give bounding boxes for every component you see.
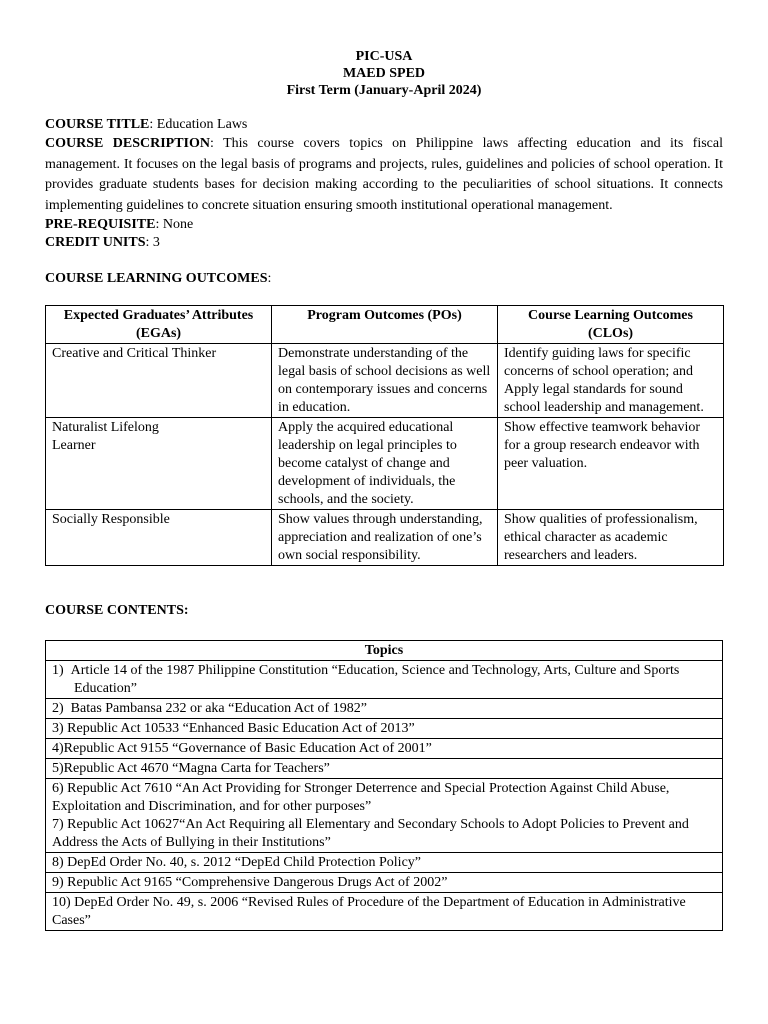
topic-cell: 10) DepEd Order No. 49, s. 2006 “Revised Rules of Procedure of the Department of Education in Administrative Cases” xyxy=(46,893,723,931)
topic-item: 6) Republic Act 7610 “An Act Providing for Stronger Deterrence and Special Protection Against Child Abuse, Exploitation and Discrimination, and for other purposes” xyxy=(52,781,670,814)
topic-item: 7) Republic Act 10627“An Act Requiring all Elementary and Secondary Schools to Adopt Policies to Prevent and Address the Acts of Bullying in their Institutions” xyxy=(52,817,689,850)
topic-cell: 2) Batas Pambansa 232 or aka “Education Act of 1982” xyxy=(46,699,723,719)
table-row xyxy=(46,510,724,566)
topic-cell: 1) Article 14 of the 1987 Philippine Constitution “Education, Science and Technology, Arts, Culture and Sports Education” xyxy=(46,661,723,699)
table-row xyxy=(46,853,723,873)
header-clos: Course Learning Outcomes (CLOs) xyxy=(498,306,724,344)
clo-cell: Identify guiding laws for specific concerns of school operation; and Apply legal standards for sound school leadership and management. xyxy=(498,344,724,418)
topics-header: Topics xyxy=(46,641,723,661)
outcomes-table xyxy=(45,305,724,566)
institution-name: PIC-USA xyxy=(355,49,413,64)
table-row xyxy=(46,759,723,779)
clo-cell: Show qualities of professionalism, ethical character as academic researchers and leaders. xyxy=(498,510,724,566)
topic-cell: 9) Republic Act 9165 “Comprehensive Dangerous Drugs Act of 2002” xyxy=(46,873,723,893)
program-name: MAED SPED xyxy=(342,66,426,81)
outcomes-heading-label: COURSE LEARNING OUTCOMES xyxy=(45,271,268,286)
credit-units-line xyxy=(45,234,723,252)
table-row xyxy=(46,661,723,699)
credit-units-label: CREDIT UNITS xyxy=(45,235,146,250)
ega-cell: Naturalist Lifelong Learner xyxy=(46,418,272,510)
po-cell: Demonstrate understanding of the legal basis of school decisions as well on contemporary issues and concerns in education. xyxy=(272,344,498,418)
po-cell: Apply the acquired educational leadership on legal principles to become catalyst of change and development of individuals, the schools, and the society. xyxy=(272,418,498,510)
topic-cell: 5)Republic Act 4670 “Magna Carta for Teachers” xyxy=(46,759,723,779)
course-title-value: : Education Laws xyxy=(149,117,248,132)
contents-table xyxy=(45,640,723,931)
term-label: First Term (January-April 2024) xyxy=(286,83,482,98)
course-description xyxy=(45,134,723,216)
table-row xyxy=(46,893,723,931)
table-row xyxy=(46,739,723,759)
course-title-line xyxy=(45,116,723,134)
table-row xyxy=(46,779,723,853)
prerequisite-label: PRE-REQUISITE xyxy=(45,217,156,232)
header-pos: Program Outcomes (POs) xyxy=(272,306,498,344)
prerequisite-value: : None xyxy=(155,217,194,232)
topic-cell xyxy=(46,779,723,853)
po-cell: Show values through understanding, appreciation and realization of one’s own social responsibility. xyxy=(272,510,498,566)
table-row xyxy=(46,719,723,739)
contents-heading: COURSE CONTENTS: xyxy=(45,603,189,618)
course-title-label: COURSE TITLE xyxy=(45,117,150,132)
course-info xyxy=(45,116,723,252)
course-description-value: : This course covers topics on Philippine laws affecting education and its fiscal management. It focuses on the legal basis of programs and projects, rules, guidelines and policies of school operation. It provides graduate students bases for decision making according to the peculiarities of school situations. It connects implementing guidelines to concrete situation ensuring smooth institutional operational management. xyxy=(45,136,724,213)
topic-cell: 3) Republic Act 10533 “Enhanced Basic Education Act of 2013” xyxy=(46,719,723,739)
topic-cell: 8) DepEd Order No. 40, s. 2012 “DepEd Child Protection Policy” xyxy=(46,853,723,873)
clo-cell: Show effective teamwork behavior for a group research endeavor with peer valuation. xyxy=(498,418,724,510)
ega-cell: Creative and Critical Thinker xyxy=(46,344,272,418)
topic-cell: 4)Republic Act 9155 “Governance of Basic Education Act of 2001” xyxy=(46,739,723,759)
prerequisite-line xyxy=(45,216,723,234)
document-header xyxy=(45,48,723,99)
ega-cell: Socially Responsible xyxy=(46,510,272,566)
table-row xyxy=(46,344,724,418)
table-row xyxy=(46,699,723,719)
credit-units-value: : 3 xyxy=(145,235,160,250)
table-row xyxy=(46,418,724,510)
outcomes-header-row xyxy=(46,306,724,344)
course-description-label: COURSE DESCRIPTION xyxy=(45,136,211,151)
header-egas: Expected Graduates’ Attributes (EGAs) xyxy=(46,306,272,344)
outcomes-heading-suffix: : xyxy=(267,271,272,286)
document-page xyxy=(45,48,723,931)
table-row xyxy=(46,873,723,893)
contents-header-row xyxy=(46,641,723,661)
outcomes-heading xyxy=(45,270,723,288)
